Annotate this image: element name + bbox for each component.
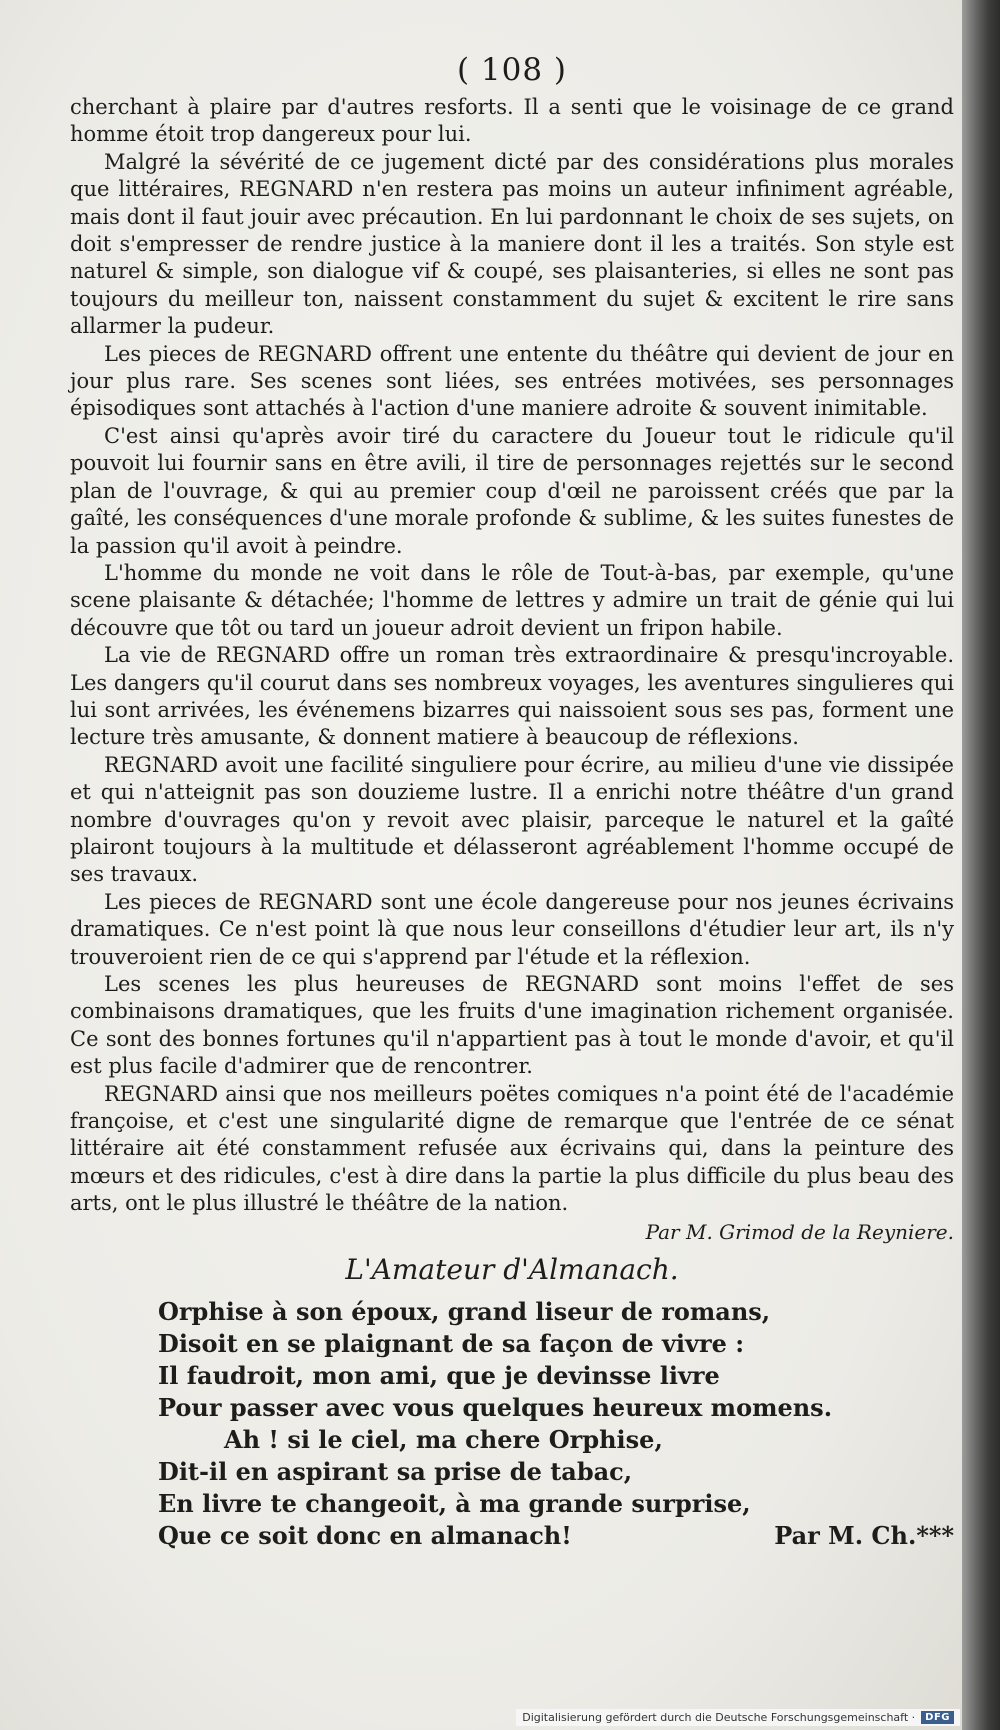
digitization-footer <box>516 1709 960 1726</box>
footer-text: Digitalisierung gefördert durch die Deutsche Forschungsgemeinschaft · <box>522 1711 916 1724</box>
paragraph: L'homme du monde ne voit dans le rôle de Tout-à-bas, par exemple, qu'une scene plaisante & détachée; l'homme de lettres y admire un trait de génie qui lui découvre que tôt ou tard un joueur adroit devient un fripon habile. <box>70 560 954 640</box>
poem <box>70 1296 954 1552</box>
page-number: ( 108 ) <box>456 52 568 88</box>
poem-line: Ah ! si le ciel, ma chere Orphise, <box>224 1424 663 1454</box>
poem-line: Dit-il en aspirant sa prise de tabac, <box>158 1456 633 1486</box>
poem-line: Orphise à son époux, grand liseur de romans, <box>158 1296 771 1326</box>
dfg-logo: DFG <box>921 1711 954 1724</box>
poem-line: Pour passer avec vous quelques heureux momens. <box>158 1392 833 1422</box>
poem-signature: Par M. Ch.*** <box>774 1520 954 1550</box>
paragraph: Malgré la sévérité de ce jugement dicté par des considérations plus morales que littéraires, REGNARD n'en restera pas moins un auteur infiniment agréable, mais dont il faut jouir avec précaution. En lui pardonnant le choix de ses sujets, on doit s'empresser de rendre justice à la maniere dont il les a traités. Son style est naturel & simple, son dialogue vif & coupé, ses plaisanteries, si elles ne sont pas toujours du meilleur ton, naissent constamment du sujet & excitent le rire sans allarmer la pudeur. <box>70 149 954 339</box>
poem-line: Que ce soit donc en almanach! <box>158 1520 572 1550</box>
poem-last-line-row <box>158 1520 954 1552</box>
book-binding-edge <box>962 0 1000 1730</box>
paragraph: La vie de REGNARD offre un roman très extraordinaire & presqu'incroyable. Les dangers qu'il courut dans ses nombreux voyages, les aventures singulieres qui lui sont arrivées, les événemens bizarres qui naissoient sous ses pas, forment une lecture très amusante, & donnent matiere à beaucoup de réflexions. <box>70 643 954 750</box>
poem-title: L'Amateur d'Almanach. <box>345 1252 679 1286</box>
poem-line: Disoit en se plaignant de sa façon de vivre : <box>158 1328 745 1358</box>
paragraph: REGNARD ainsi que nos meilleurs poëtes comiques n'a point été de l'académie françoise, et c'est une singularité digne de remarque que l'entrée de ce sénat littéraire ait été constamment refusée aux écrivains qui, dans la peinture des mœurs et des ridicules, c'est à dire dans la partie la plus difficile du plus beau des arts, ont le plus illustré le théâtre de la nation. <box>70 1081 954 1216</box>
page-text <box>70 48 954 1552</box>
paragraph: cherchant à plaire par d'autres resforts. Il a senti que le voisinage de ce grand homme étoit trop dangereux pour lui. <box>70 95 954 147</box>
poem-line: Il faudroit, mon ami, que je devinsse livre <box>158 1360 720 1390</box>
paragraph: Les pieces de REGNARD offrent une entente du théâtre qui devient de jour en jour plus rare. Ses scenes sont liées, ses entrées motivées, ses personnages épisodiques sont attachés à l'action d'une maniere adroite & souvent inimitable. <box>70 341 954 421</box>
paragraph: Les scenes les plus heureuses de REGNARD sont moins l'effet de ses combinaisons dramatiques, que les fruits d'une imagination richement organisée. Ce sont des bonnes fortunes qu'il n'appartient pas à tout le monde d'avoir, et qu'il est plus facile d'admirer que de rencontrer. <box>70 972 954 1079</box>
paragraph: C'est ainsi qu'après avoir tiré du caractere du Joueur tout le ridicule qu'il pouvoit lui fournir sans en être avili, il tire de personnages rejettés sur le second plan de l'ouvrage, & qui au premier coup d'œil ne paroissent créés que par la gaîté, les conséquences d'une morale profonde & sublime, & les suites funestes de la passion qu'il avoit à peindre. <box>70 423 954 558</box>
attribution: Par M. Grimod de la Reyniere. <box>645 1219 954 1244</box>
poem-line: En livre te changeoit, à ma grande surprise, <box>158 1488 751 1518</box>
paragraph: REGNARD avoit une facilité singuliere pour écrire, au milieu d'une vie dissipée et qui n'atteignit pas son douzieme lustre. Il a enrichi notre théâtre d'un grand nombre d'ouvrages qu'on y revoit avec plaisir, parceque le naturel et la gaîté plairont toujours à la multitude et délasseront agréablement l'homme occupé de ses travaux. <box>70 752 954 887</box>
paragraph: Les pieces de REGNARD sont une école dangereuse pour nos jeunes écrivains dramatiques. Ce n'est point là que nous leur conseillons d'étudier leur art, ils n'y trouveroient rien de ce qui s'apprend par l'étude et la réflexion. <box>70 889 954 969</box>
